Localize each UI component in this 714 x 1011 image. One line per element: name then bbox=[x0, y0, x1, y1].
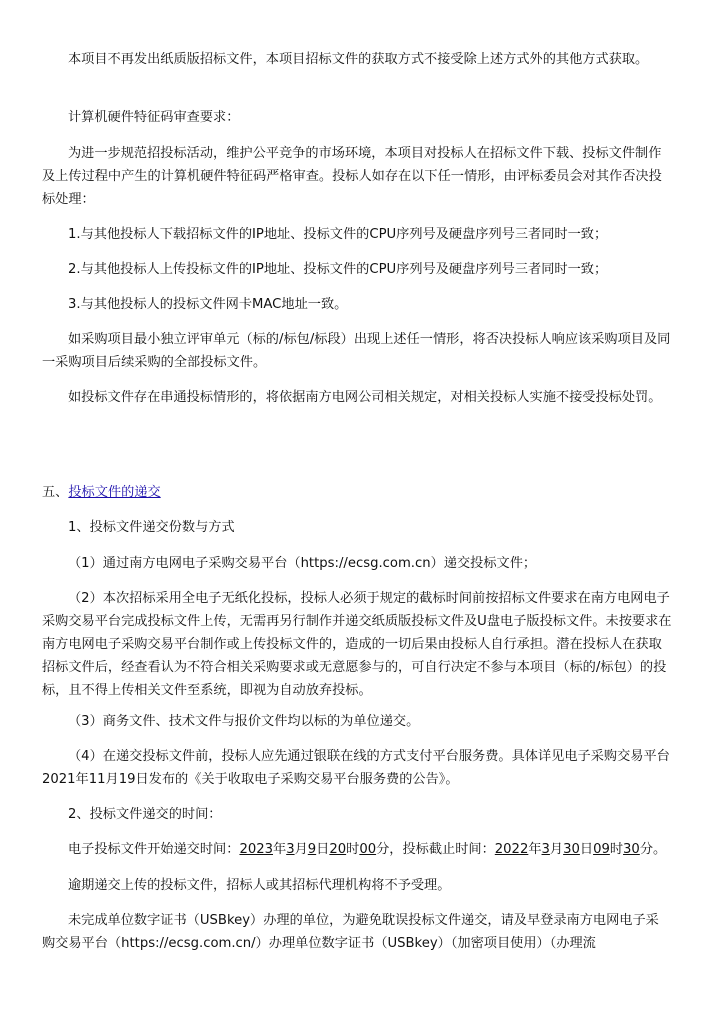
end-minute: 30 bbox=[623, 842, 640, 857]
list-item-submit-2: （2）本次招标采用全电子无纸化投标，投标人必须于规定的截标时间前按招标文件要求在南方电网电子采购交易平台完成投标文件上传，无需再另行制作并递交纸质版投标文件及U盘电子版投标文件。未按要求在南方电网电子采购交易平台制作或上传投标文件的，造成的一切后果由投标人自行承担。潜在投标人在获取招标文件后，经查看认为不符合相关采购要求或无意愿参与的，可自行决定不参与本项目（标的/标包）的投标，且不得上传相关文件至系统，即视为自动放弃投标。 bbox=[42, 591, 672, 698]
list-item-rule-1: 1.与其他投标人下载招标文件的IP地址、投标文件的CPU序列号及硬盘序列号三者同时一致； bbox=[68, 227, 608, 242]
paragraph-reject-scope: 如采购项目最小独立评审单元（标的/标包/标段）出现上述任一情形，将否决投标人响应该采购项目及同一采购项目后续采购的全部投标文件。 bbox=[42, 332, 671, 370]
unit-day: 日 bbox=[316, 842, 330, 857]
start-hour: 20 bbox=[329, 842, 347, 857]
time-start-label: 电子投标文件开始递交时间： bbox=[68, 842, 240, 857]
subsection-1-title: 1、投标文件递交份数与方式 bbox=[68, 520, 235, 535]
section-5-heading bbox=[42, 481, 672, 504]
unit-month: 月 bbox=[294, 842, 308, 857]
start-day: 9 bbox=[307, 842, 317, 857]
start-minute: 00 bbox=[359, 842, 377, 857]
list-item-rule-2: 2.与其他投标人上传投标文件的IP地址、投标文件的CPU序列号及硬盘序列号三者同时一致； bbox=[68, 262, 608, 277]
list-item-rule-3: 3.与其他投标人的投标文件网卡MAC地址一致。 bbox=[68, 297, 348, 312]
unit-year-2: 年 bbox=[528, 842, 542, 857]
end-day: 30 bbox=[563, 842, 580, 857]
unit-month-2: 月 bbox=[549, 842, 564, 857]
paragraph-hardware-check-intro: 为进一步规范招投标活动，维护公平竞争的市场环境，本项目对投标人在招标文件下载、投标文件制作及上传过程中产生的计算机硬件特征码严格审查。投标人如存在以下任一情形，由评标委员会对其作否决投标处理： bbox=[42, 146, 662, 207]
end-month: 3 bbox=[541, 842, 550, 857]
unit-day-2: 日 bbox=[579, 842, 594, 857]
paragraph-collusion: 如投标文件存在串通投标情形的，将依据南方电网公司相关规定，对相关投标人实施不接受投标处罚。 bbox=[68, 390, 662, 405]
end-hour: 09 bbox=[593, 842, 610, 857]
start-month: 3 bbox=[286, 842, 295, 857]
paragraph-submission-time bbox=[42, 838, 672, 861]
unit-minute: 分 bbox=[376, 842, 390, 857]
time-end-label: ，投标截止时间： bbox=[389, 842, 495, 857]
subsection-2-title: 2、投标文件递交的时间： bbox=[68, 807, 222, 822]
end-year: 2022 bbox=[494, 842, 529, 857]
list-item-submit-4: （4）在递交投标文件前，投标人应先通过银联在线的方式支付平台服务费。具体详见电子采购交易平台2021年11月19日发布的《关于收取电子采购交易平台服务费的公告》。 bbox=[42, 749, 670, 787]
list-item-submit-3: （3）商务文件、技术文件与报价文件均以标的为单位递交。 bbox=[68, 714, 420, 729]
section-5-number: 五、 bbox=[42, 485, 69, 500]
paragraph-late-submission: 逾期递交上传的投标文件，招标人或其招标代理机构将不予受理。 bbox=[68, 878, 451, 893]
unit-minute-2: 分。 bbox=[639, 842, 667, 857]
unit-year: 年 bbox=[273, 842, 287, 857]
paragraph-hardware-check-title: 计算机硬件特征码审查要求： bbox=[68, 110, 240, 125]
unit-hour-2: 时 bbox=[609, 842, 624, 857]
section-5-link[interactable]: 投标文件的递交 bbox=[68, 485, 161, 500]
list-item-submit-1: （1）通过南方电网电子采购交易平台（https://ecsg.com.cn）递交投标文件； bbox=[68, 556, 537, 571]
paragraph-no-paper-docs: 本项目不再发出纸质版招标文件，本项目招标文件的获取方式不接受除上述方式外的其他方式获取。 bbox=[68, 52, 649, 67]
unit-hour: 时 bbox=[346, 842, 360, 857]
start-year: 2023 bbox=[239, 842, 273, 857]
paragraph-usbkey: 未完成单位数字证书（USBkey）办理的单位，为避免耽误投标文件递交，请及早登录南方电网电子采购交易平台（https://ecsg.com.cn/）办理单位数字证书（USBkey）（加密项目使用）（办理流 bbox=[42, 913, 659, 951]
